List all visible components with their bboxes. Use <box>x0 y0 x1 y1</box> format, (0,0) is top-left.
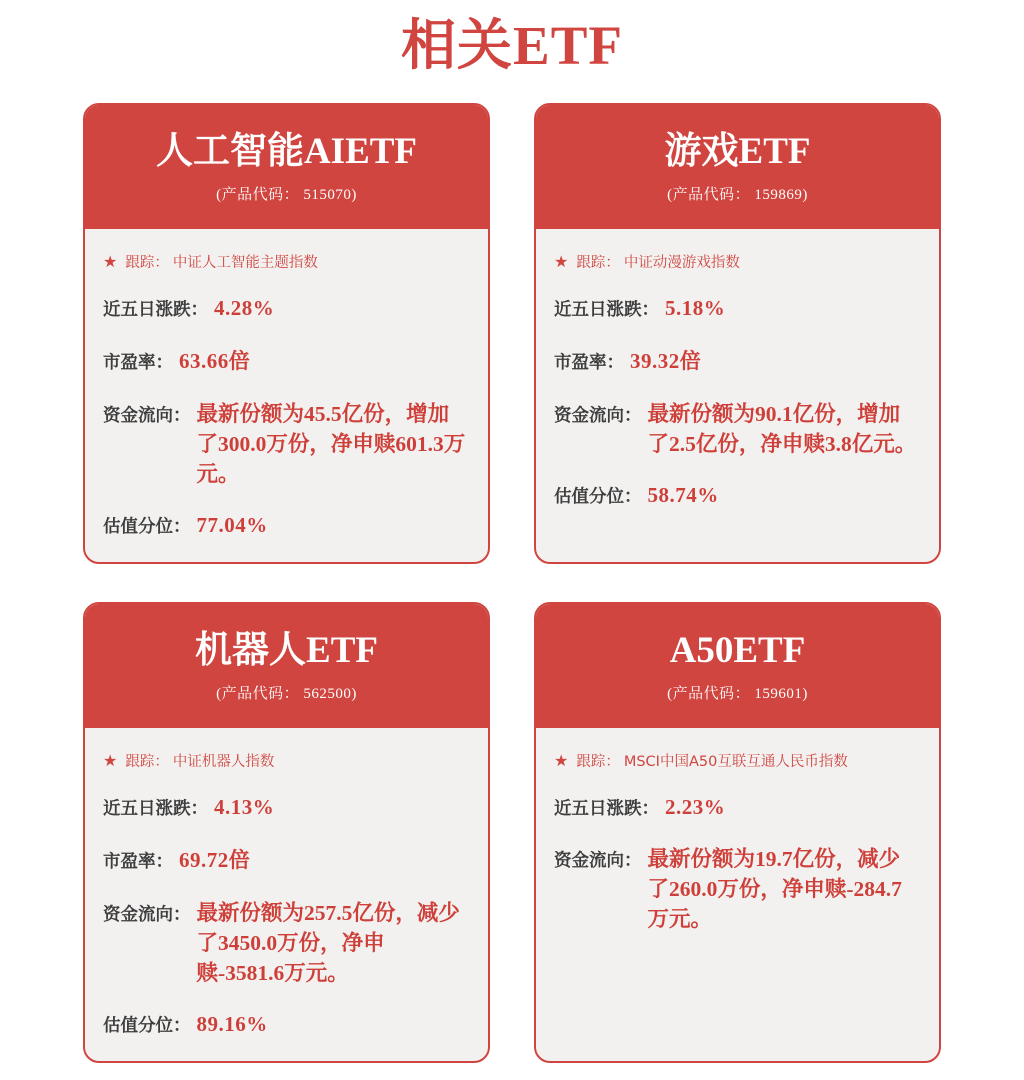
etf-title: A50ETF <box>669 629 806 671</box>
etf-card-game <box>534 103 941 564</box>
card-header <box>85 105 488 229</box>
etf-title: 游戏ETF <box>664 130 811 172</box>
pe-row <box>103 345 470 375</box>
card-header <box>536 604 939 728</box>
change-row <box>103 795 470 820</box>
change-row <box>554 296 921 321</box>
flow-label: 资金流向： <box>103 406 191 427</box>
valuation-value: 77.04% <box>196 513 268 538</box>
change-value: 4.28% <box>214 296 275 321</box>
tracking-index-name: 中证机器人指数 <box>172 754 275 771</box>
pe-row <box>554 345 921 375</box>
star-icon: ★ <box>103 251 118 271</box>
tracking-row <box>103 251 470 272</box>
etf-product-code: (产品代码： 159869) <box>667 186 808 203</box>
tracking-row <box>554 750 921 771</box>
card-body <box>85 728 488 1061</box>
flow-value: 最新份额为45.5亿份，增加了300.0万份，净申赎601.3万元。 <box>196 402 466 487</box>
pe-label: 市盈率： <box>103 852 173 873</box>
card-header <box>536 105 939 229</box>
change-row <box>554 795 921 820</box>
valuation-row <box>103 1012 470 1037</box>
etf-product-code: (产品代码： 562500) <box>216 685 357 702</box>
flow-value: 最新份额为257.5亿份，减少了3450.0万份，净申赎-3581.6万元。 <box>196 901 460 986</box>
valuation-label: 估值分位： <box>554 487 642 508</box>
flow-label: 资金流向： <box>554 851 642 872</box>
star-icon: ★ <box>554 251 569 271</box>
tracking-row <box>554 251 921 272</box>
card-header <box>85 604 488 728</box>
pe-value: 69.72倍 <box>179 848 251 873</box>
etf-card-ai <box>83 103 490 564</box>
flow-label: 资金流向： <box>554 406 642 427</box>
etf-title: 机器人ETF <box>195 629 378 671</box>
change-value: 4.13% <box>214 795 275 820</box>
change-row <box>103 296 470 321</box>
tracking-index-name: 中证人工智能主题指数 <box>172 255 318 272</box>
star-icon: ★ <box>103 750 118 770</box>
tracking-label: 跟踪： <box>576 754 620 771</box>
etf-product-code: (产品代码： 159601) <box>667 685 808 702</box>
flow-row <box>554 399 921 459</box>
tracking-index-name: MSCI中国A50互联互通人民币指数 <box>623 754 848 771</box>
valuation-label: 估值分位： <box>103 1016 191 1037</box>
change-value: 5.18% <box>665 296 726 321</box>
tracking-index-name: 中证动漫游戏指数 <box>623 255 740 272</box>
flow-label: 资金流向： <box>103 905 191 926</box>
pe-row <box>103 844 470 874</box>
flow-row <box>554 844 921 934</box>
change-label: 近五日涨跌： <box>554 300 659 321</box>
pe-label: 市盈率： <box>554 353 624 374</box>
change-value: 2.23% <box>665 795 726 820</box>
card-body <box>536 229 939 562</box>
tracking-label: 跟踪： <box>125 754 169 771</box>
tracking-label: 跟踪： <box>576 255 620 272</box>
etf-title: 人工智能AIETF <box>155 130 418 172</box>
etf-card-grid <box>83 103 941 1063</box>
flow-row <box>103 898 470 988</box>
pe-value: 39.32倍 <box>630 349 702 374</box>
tracking-label: 跟踪： <box>125 255 169 272</box>
flow-value: 最新份额为19.7亿份，减少了260.0万份，净申赎-284.7万元。 <box>647 847 902 932</box>
page-title: 相关ETF <box>401 15 623 76</box>
card-body <box>85 229 488 562</box>
valuation-label: 估值分位： <box>103 517 191 538</box>
etf-card-a50 <box>534 602 941 1063</box>
valuation-row <box>554 483 921 508</box>
star-icon: ★ <box>554 750 569 770</box>
card-body <box>536 728 939 1061</box>
change-label: 近五日涨跌： <box>103 300 208 321</box>
change-label: 近五日涨跌： <box>103 799 208 820</box>
flow-row <box>103 399 470 489</box>
flow-value: 最新份额为90.1亿份，增加了2.5亿份，净申赎3.8亿元。 <box>647 402 917 457</box>
etf-product-code: (产品代码： 515070) <box>216 186 357 203</box>
pe-value: 63.66倍 <box>179 349 251 374</box>
pe-label: 市盈率： <box>103 353 173 374</box>
valuation-value: 58.74% <box>647 483 719 508</box>
tracking-row <box>103 750 470 771</box>
valuation-row <box>103 513 470 538</box>
etf-card-robot <box>83 602 490 1063</box>
valuation-value: 89.16% <box>196 1012 268 1037</box>
change-label: 近五日涨跌： <box>554 799 659 820</box>
